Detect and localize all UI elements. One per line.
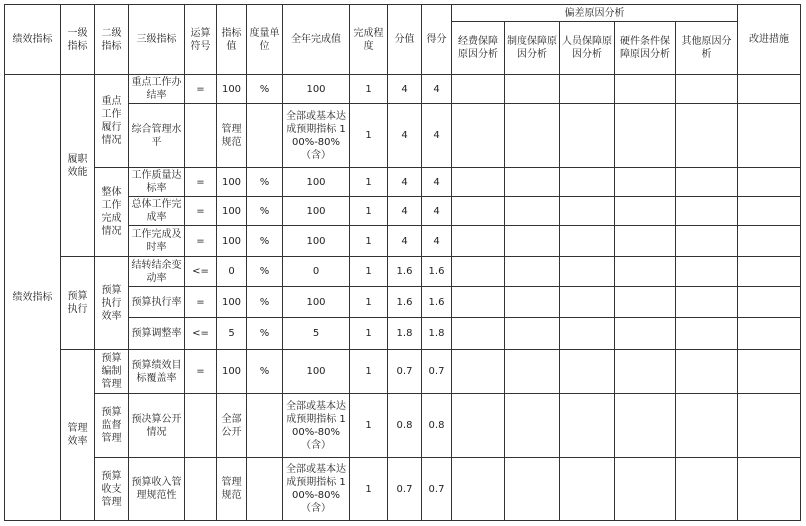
operator-cell: = [185,226,217,257]
deviation-cell [452,257,505,287]
improvement-cell [738,458,801,521]
header-cause-hardware: 硬件条件保障原因分析 [615,22,676,75]
score-value-cell: 1.6 [388,287,422,318]
deviation-cell [452,394,505,458]
target-value-cell: 100 [217,350,247,394]
unit-cell: % [247,75,283,104]
deviation-cell [452,350,505,394]
deviation-cell [560,350,615,394]
deviation-cell [560,318,615,350]
deviation-cell [615,257,676,287]
score-obtained-cell: 1.8 [422,318,452,350]
level1-performance: 履职效能 [61,75,95,257]
header-cause-funding: 经费保障原因分析 [452,22,505,75]
header-level2: 二级指标 [95,5,129,75]
completion-degree-cell: 1 [350,458,388,521]
completion-degree-cell: 1 [350,318,388,350]
improvement-cell [738,257,801,287]
deviation-cell [560,104,615,168]
deviation-cell [560,257,615,287]
deviation-cell [452,287,505,318]
score-obtained-cell: 4 [422,226,452,257]
deviation-cell [615,350,676,394]
header-cause-other: 其他原因分析 [676,22,738,75]
deviation-cell [505,287,560,318]
score-value-cell: 0.7 [388,350,422,394]
operator-cell: = [185,350,217,394]
deviation-cell [505,226,560,257]
deviation-cell [452,458,505,521]
completion-degree-cell: 1 [350,75,388,104]
header-score-obtained: 得分 [422,5,452,75]
unit-cell: % [247,168,283,197]
annual-value-cell: 100 [283,75,350,104]
target-value-cell: 100 [217,226,247,257]
header-target-value: 指标值 [217,5,247,75]
level1-budget: 预算执行 [61,257,95,350]
deviation-cell [560,75,615,104]
unit-cell [247,394,283,458]
level2-budget-exec: 预算执行效率 [95,257,129,350]
header-unit: 度量单位 [247,5,283,75]
score-obtained-cell: 0.7 [422,458,452,521]
level2-budget-income: 预算收支管理 [95,458,129,521]
score-value-cell: 4 [388,104,422,168]
level3-cell: 综合管理水平 [129,104,185,168]
annual-value-cell: 全部或基本达成预期指标 100%-80%（含） [283,394,350,458]
level3-cell: 总体工作完成率 [129,197,185,226]
root-label: 绩效指标 [5,75,61,521]
score-obtained-cell: 1.6 [422,287,452,318]
score-value-cell: 4 [388,197,422,226]
annual-value-cell: 0 [283,257,350,287]
header-performance-indicator: 绩效指标 [5,5,61,75]
deviation-cell [615,104,676,168]
unit-cell: % [247,287,283,318]
level1-management: 管理效率 [61,350,95,521]
score-value-cell: 4 [388,168,422,197]
deviation-cell [452,104,505,168]
deviation-cell [676,350,738,394]
score-obtained-cell: 0.8 [422,394,452,458]
improvement-cell [738,168,801,197]
improvement-cell [738,287,801,318]
unit-cell: % [247,226,283,257]
score-value-cell: 1.8 [388,318,422,350]
improvement-cell [738,104,801,168]
target-value-cell: 5 [217,318,247,350]
target-value-cell: 0 [217,257,247,287]
deviation-cell [505,318,560,350]
deviation-cell [615,168,676,197]
deviation-cell [560,226,615,257]
operator-cell: = [185,197,217,226]
unit-cell: % [247,318,283,350]
unit-cell [247,104,283,168]
completion-degree-cell: 1 [350,287,388,318]
score-obtained-cell: 4 [422,197,452,226]
unit-cell: % [247,350,283,394]
score-value-cell: 0.7 [388,458,422,521]
operator-cell: <= [185,318,217,350]
target-value-cell: 100 [217,197,247,226]
deviation-cell [560,197,615,226]
completion-degree-cell: 1 [350,394,388,458]
deviation-cell [560,168,615,197]
deviation-cell [615,318,676,350]
deviation-cell [615,394,676,458]
deviation-cell [676,168,738,197]
deviation-cell [676,104,738,168]
level2-overall-work: 整体工作完成情况 [95,168,129,257]
header-deviation-group: 偏差原因分析 [452,5,738,22]
score-value-cell: 4 [388,75,422,104]
deviation-cell [676,75,738,104]
header-cause-system: 制度保障原因分析 [505,22,560,75]
score-value-cell: 0.8 [388,394,422,458]
deviation-cell [560,287,615,318]
deviation-cell [615,458,676,521]
deviation-cell [560,394,615,458]
annual-value-cell: 100 [283,287,350,318]
target-value-cell: 100 [217,168,247,197]
header-level1: 一级指标 [61,5,95,75]
unit-cell: % [247,257,283,287]
operator-cell [185,104,217,168]
deviation-cell [505,168,560,197]
performance-table [4,4,801,521]
deviation-cell [505,394,560,458]
completion-degree-cell: 1 [350,197,388,226]
target-value-cell: 100 [217,287,247,318]
deviation-cell [452,197,505,226]
level3-cell: 预算绩效目标覆盖率 [129,350,185,394]
deviation-cell [676,458,738,521]
deviation-cell [452,226,505,257]
deviation-cell [452,75,505,104]
level3-cell: 预算执行率 [129,287,185,318]
level3-cell: 工作质量达标率 [129,168,185,197]
header-improvement: 改进措施 [738,5,801,75]
deviation-cell [676,287,738,318]
header-operator: 运算符号 [185,5,217,75]
score-value-cell: 4 [388,226,422,257]
operator-cell: <= [185,257,217,287]
deviation-cell [505,458,560,521]
deviation-cell [505,104,560,168]
operator-cell [185,394,217,458]
unit-cell: % [247,197,283,226]
deviation-cell [676,197,738,226]
score-obtained-cell: 1.6 [422,257,452,287]
deviation-cell [452,168,505,197]
header-annual-value: 全年完成值 [283,5,350,75]
header-score-value: 分值 [388,5,422,75]
completion-degree-cell: 1 [350,226,388,257]
deviation-cell [505,350,560,394]
score-obtained-cell: 4 [422,168,452,197]
improvement-cell [738,318,801,350]
improvement-cell [738,197,801,226]
score-obtained-cell: 4 [422,104,452,168]
annual-value-cell: 100 [283,197,350,226]
deviation-cell [676,394,738,458]
score-obtained-cell: 4 [422,75,452,104]
deviation-cell [615,197,676,226]
header-cause-staff: 人员保障原因分析 [560,22,615,75]
score-value-cell: 1.6 [388,257,422,287]
target-value-cell: 管理规范 [217,458,247,521]
deviation-cell [676,226,738,257]
level2-budget-prep: 预算编制管理 [95,350,129,394]
operator-cell: = [185,287,217,318]
deviation-cell [505,257,560,287]
completion-degree-cell: 1 [350,104,388,168]
level2-budget-supervision: 预算监督管理 [95,394,129,458]
deviation-cell [615,75,676,104]
level3-cell: 预决算公开情况 [129,394,185,458]
operator-cell: = [185,168,217,197]
annual-value-cell: 100 [283,168,350,197]
level3-cell: 结转结余变动率 [129,257,185,287]
improvement-cell [738,394,801,458]
operator-cell: = [185,75,217,104]
unit-cell [247,458,283,521]
level3-cell: 工作完成及时率 [129,226,185,257]
level3-cell: 预算调整率 [129,318,185,350]
improvement-cell [738,226,801,257]
annual-value-cell: 全部或基本达成预期指标 100%-80%（含） [283,104,350,168]
completion-degree-cell: 1 [350,168,388,197]
deviation-cell [676,318,738,350]
deviation-cell [505,75,560,104]
deviation-cell [676,257,738,287]
header-level3: 三级指标 [129,5,185,75]
annual-value-cell: 100 [283,226,350,257]
level3-cell: 重点工作办结率 [129,75,185,104]
completion-degree-cell: 1 [350,257,388,287]
target-value-cell: 100 [217,75,247,104]
annual-value-cell: 全部或基本达成预期指标 100%-80%（含） [283,458,350,521]
header-completion-degree: 完成程度 [350,5,388,75]
annual-value-cell: 100 [283,350,350,394]
completion-degree-cell: 1 [350,350,388,394]
score-obtained-cell: 0.7 [422,350,452,394]
deviation-cell [452,318,505,350]
target-value-cell: 管理规范 [217,104,247,168]
deviation-cell [560,458,615,521]
level3-cell: 预算收入管理规范性 [129,458,185,521]
improvement-cell [738,350,801,394]
deviation-cell [615,226,676,257]
deviation-cell [505,197,560,226]
deviation-cell [615,287,676,318]
improvement-cell [738,75,801,104]
level2-key-work: 重点工作履行情况 [95,75,129,168]
annual-value-cell: 5 [283,318,350,350]
target-value-cell: 全部公开 [217,394,247,458]
operator-cell [185,458,217,521]
